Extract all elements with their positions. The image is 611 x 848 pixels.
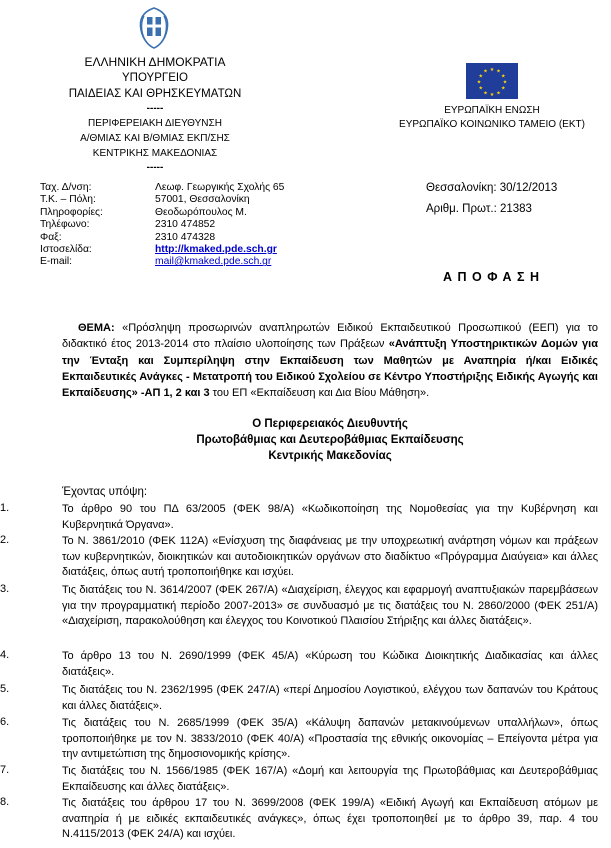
authority-line-3: Κεντρικής Μακεδονίας [268,450,392,462]
contact-label: Τ.Κ. – Πόλη: [40,194,96,206]
svg-text:★: ★ [489,67,495,73]
contact-label: Ταχ. Δ/νση: [40,182,92,193]
contact-value: 2310 474328 [155,231,216,243]
svg-text:★: ★ [478,73,484,80]
svg-text:★: ★ [502,79,508,86]
list-item-number: 3. [0,583,10,595]
letterhead-ministry-line-1: ΥΠΟΥΡΓΕΙΟ [121,72,189,84]
list-item-number: 6. [0,716,10,728]
svg-text:★: ★ [500,85,506,92]
list-item-text: Τις διατάξεις του Ν. 2685/1999 (ΦΕΚ 35/Α) «Κάλυψη δαπανών μετακινούμενων υπαλλήλων», όπως τροποποιήθηκε με τον Ν. 3833/2010 (ΦΕΚ 40/Α) «Προστασία της εθνικής οικονομίας – Επείγοντα μέτρα για την αντιμετώπιση της δημοσιονομικής κρίσης». [62,717,598,760]
letterhead-ministry-line-2: ΠΑΙΔΕΙΑΣ ΚΑΙ ΘΡΗΣΚΕΥΜΑΤΩΝ [68,88,242,100]
contact-value: Λεωφ. Γεωργικής Σχολής 65 [155,182,285,193]
letterhead-country: ΕΛΛΗΝΙΚΗ ΔΗΜΟΚΡΑΤΙΑ [84,55,226,69]
subject-text: «Πρόσληψη προσωρινών αναπληρωτών Ειδικού Εκπαιδευτικού Προσωπικού (ΕΕΠ) για το διδακτικό έτος 2013-2014 στο πλαίσιο υλοποίησης των Πράξεων [62,322,598,351]
contact-label: Ιστοσελίδα: [40,244,92,256]
svg-text:★: ★ [496,68,501,75]
contact-label: Τηλέφωνο: [40,219,90,231]
list-item-text: Τις διατάξεις του Ν. 2362/1995 (ΦΕΚ 247/Α) «περί Δημοσίου Λογιστικού, ελέγχου των δαπανών του Κράτους και άλλες διατάξεις». [62,684,598,712]
contact-value: 2310 474852 [155,219,216,231]
contact-label: Φαξ: [40,231,62,243]
svg-text:★: ★ [489,92,495,98]
contact-label: Πληροφορίες: [40,206,103,218]
list-item-text: Το άρθρο 90 του ΠΔ 63/2005 (ΦΕΚ 98/Α) «Κωδικοποίηση της Νομοθεσίας για την Κυβέρνηση και Κυβερνητικά Όργανα». [62,503,598,531]
list-item-number: 2. [0,534,10,546]
letterhead-separator: ----- [146,103,164,114]
svg-text:★: ★ [496,90,501,97]
authority-line-1: Ο Περιφερειακός Διευθυντής [252,418,408,430]
subject-label: ΘΕΜΑ: [78,322,115,334]
list-item-number: 8. [0,796,10,808]
svg-text:★: ★ [500,73,506,80]
email-link[interactable]: mail@kmaked.pde.sch.gr [155,256,272,268]
subject-text-end: του ΕΠ «Εκπαίδευση και Δια Βίου Μάθηση». [209,387,430,400]
letterhead-separator: ----- [146,162,164,173]
svg-text:★: ★ [483,68,488,75]
list-item-text: Τις διατάξεις του Ν. 1566/1985 (ΦΕΚ 167/Α) «Δομή και λειτουργία της Πρωτοβάθμιας και Δευτεροβάθμιας Εκπαίδευσης και άλλες διατάξεις». [62,765,598,793]
protocol-number: Αριθμ. Πρωτ.: 21383 [426,203,532,215]
document-type-title: Α Π Ο Φ Α Σ Η [443,270,540,284]
website-link[interactable]: http://kmaked.pde.sch.gr [155,244,277,256]
letterhead-dept-line-2: Α/ΘΜΙΑΣ ΚΑΙ Β/ΘΜΙΑΣ ΕΚΠ/ΣΗΣ [80,133,230,144]
list-item-text: Το άρθρο 13 του Ν. 2690/1999 (ΦΕΚ 45/Α) «Κύρωση του Κώδικα Διοικητικής Διαδικασίας και άλλες διατάξεις». [62,650,598,678]
contact-value: 57001, Θεσσαλονίκη [155,194,250,206]
list-item-number: 4. [0,649,10,661]
list-item-number: 1. [0,502,10,514]
svg-text:★: ★ [483,90,488,97]
document-date: Θεσσαλονίκη: 30/12/2013 [426,182,558,194]
list-item-number: 7. [0,764,10,776]
eu-union-label: ΕΥΡΩΠΑΪΚΗ ΕΝΩΣΗ [444,105,540,116]
letterhead-dept-line-1: ΠΕΡΙΦΕΡΕΙΑΚΗ ΔΙΕΥΘΥΝΣΗ [88,118,222,129]
letterhead-dept-line-3: ΚΕΝΤΡΙΚΗΣ ΜΑΚΕΔΟΝΙΑΣ [92,148,218,159]
svg-text:★: ★ [476,79,482,86]
subject-projects: «Ανάπτυξη Υποστηρικτικών Δομών για την Ένταξη και Συμπερίληψη στην Εκπαίδευση των Μαθητών με Αναπηρία ή/και Ειδικές Εκπαιδευτικές Ανάγκες - Μετατροπή του Ειδικού Σχολείου σε Κέντρο Υποστήριξης Ειδικής Αγωγής και Εκπαίδευσης» -ΑΠ 1, 2 και 3 [62,338,598,400]
list-item-text: Τις διατάξεις του άρθρου 17 του Ν. 3699/2008 (ΦΕΚ 199/Α) «Ειδική Αγωγή και Εκπαίδευση ατόμων με αναπηρία ή με ειδικές εκπαιδευτικές ανάγκες», όπως έχει τροποποιηθεί με το άρθρο 39, παρ. 4 του Ν.4115/2013 (ΦΕΚ 24/Α) και ισχύει. [62,797,598,840]
eu-fund-label: ΕΥΡΩΠΑΪΚΟ ΚΟΙΝΩΝΙΚΟ ΤΑΜΕΙΟ (ΕΚΤ) [399,119,585,130]
list-item-text: Το Ν. 3861/2010 (ΦΕΚ 112Α) «Ενίσχυση της διαφάνειας με την υποχρεωτική ανάρτηση νόμων και πράξεων των κυβερνητικών, διοικητικών και αυτοδιοικητικών οργάνων στο διαδίκτυο «Πρόγραμμα Διαύγεια» και άλλες διατάξεις, όπως αυτή τροποποιήθηκε και ισχύει. [62,535,598,578]
considering-heading: Έχοντας υπόψη: [62,486,148,498]
authority-line-2: Πρωτοβάθμιας και Δευτεροβάθμιας Εκπαίδευσης [196,434,464,446]
contact-label: E-mail: [40,256,73,268]
contact-value: Θεοδωρόπουλος Μ. [155,206,247,218]
list-item-text: Τις διατάξεις του Ν. 3614/2007 (ΦΕΚ 267/Α) «Διαχείριση, έλεγχος και εφαρμογή αναπτυξιακών παρεμβάσεων για την προγραμματική περίοδο 2007-2013» σε συνδυασμό με τις διατάξεις του Ν. 2860/2000 (ΦΕΚ 251/Α) «Διαχείριση, παρακολούθηση και έλεγχος του Κοινοτικού Πλαισίου Στήριξης και άλλες διατάξεις». [62,584,598,627]
svg-text:★: ★ [478,85,484,92]
list-item-number: 5. [0,683,10,695]
